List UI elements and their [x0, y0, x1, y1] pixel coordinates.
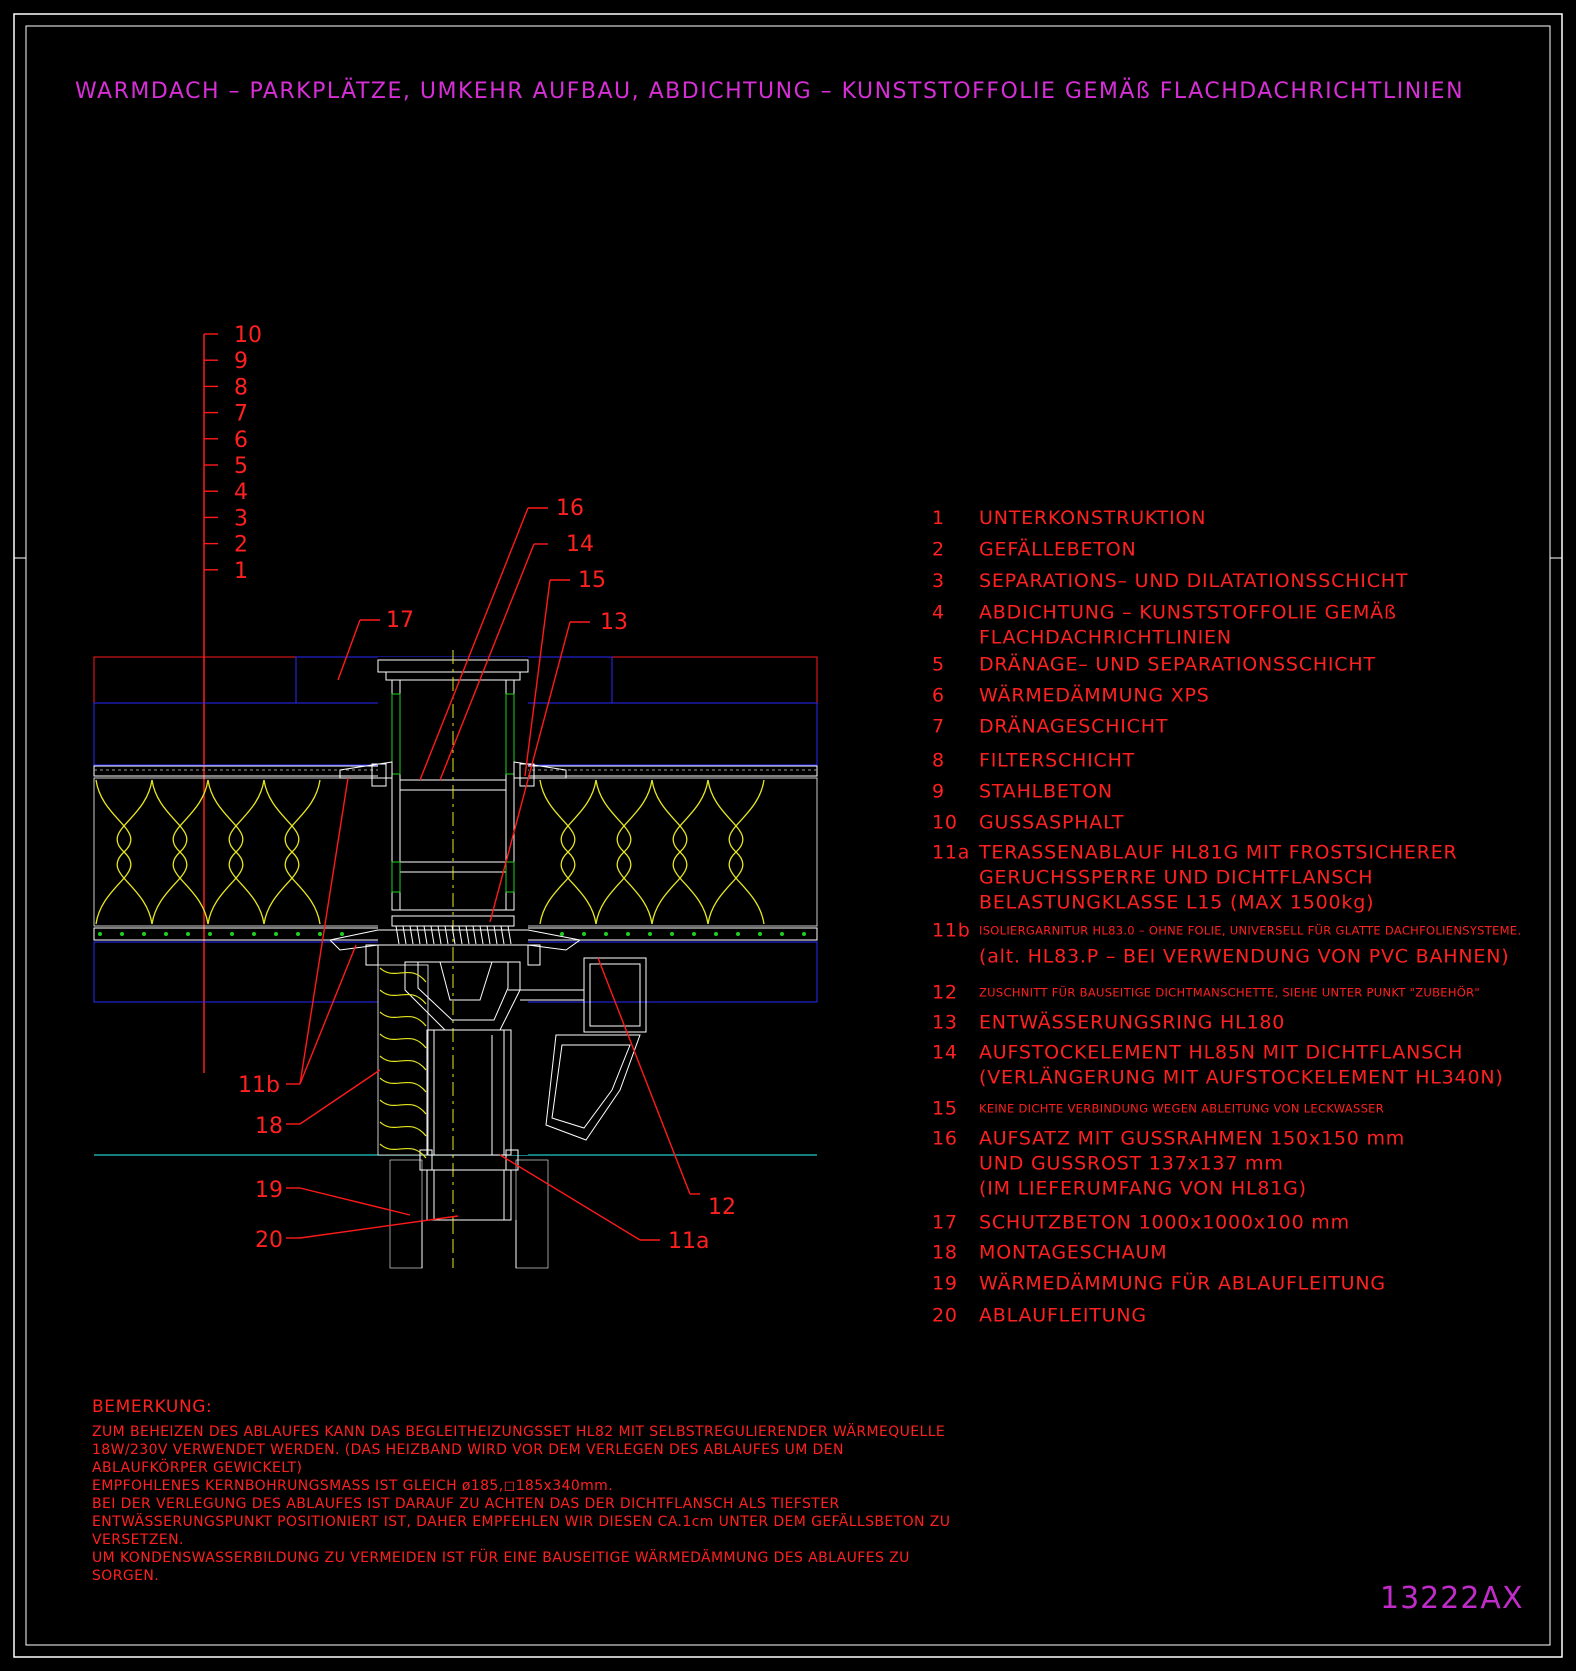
legend-number: 7 [932, 715, 945, 738]
callout-13: 13 [600, 610, 628, 635]
callout-20: 20 [255, 1228, 283, 1253]
protective-concrete-right [612, 657, 817, 703]
legend-text: FILTERSCHICHT [979, 749, 1136, 772]
scale-label: 2 [234, 532, 248, 558]
legend-number: 8 [932, 749, 945, 772]
legend-number: 10 [932, 811, 958, 834]
note-line: ZUM BEHEIZEN DES ABLAUFES KANN DAS BEGLEITHEIZUNGSSET HL82 MIT SELBSTREGULIERENDER WÄRMEQUELLE [92, 1424, 946, 1440]
legend-text: (VERLÄNGERUNG MIT AUFSTOCKELEMENT HL340N) [979, 1066, 1504, 1089]
legend-text: AUFSTOCKELEMENT HL85N MIT DICHTFLANSCH [979, 1041, 1464, 1064]
inner-frame [26, 26, 1550, 1645]
legend-text: DRÄNAGE– UND SEPARATIONSSCHICHT [979, 653, 1376, 676]
legend-number: 1 [932, 507, 945, 529]
scale-label: 5 [234, 454, 248, 479]
legend-text: ABLAUFLEITUNG [979, 1304, 1147, 1327]
notes-heading: BEMERKUNG: [92, 1397, 213, 1417]
callout-11a: 11a [668, 1229, 710, 1254]
legend-text: UNTERKONSTRUKTION [979, 507, 1207, 529]
callout-19: 19 [255, 1178, 283, 1203]
legend-text: WÄRMEDÄMMUNG FÜR ABLAUFLEITUNG [979, 1272, 1386, 1295]
legend-text: DRÄNAGESCHICHT [979, 715, 1169, 738]
callout-11b: 11b [238, 1073, 280, 1098]
legend-text: UND GUSSROST 137x137 mm [979, 1152, 1284, 1175]
notes [92, 1397, 950, 1584]
legend-text: ABDICHTUNG – KUNSTSTOFFOLIE GEMÄß [979, 601, 1397, 624]
legend-number: 17 [932, 1211, 958, 1234]
legend-number: 14 [932, 1041, 958, 1064]
legend-text: (alt. HL83.P – BEI VERWENDUNG VON PVC BAHNEN) [979, 945, 1510, 968]
legend-number: 4 [932, 601, 945, 624]
pipe-insulation-right [516, 1160, 548, 1268]
legend-number: 2 [932, 538, 945, 561]
note-line: UM KONDENSWASSERBILDUNG ZU VERMEIDEN IST FÜR EINE BAUSEITIGE WÄRMEDÄMMUNG DES ABLAUFES ZU [92, 1550, 910, 1566]
drawing-code: 13222AX [1380, 1581, 1524, 1616]
note-line: SORGEN. [92, 1568, 160, 1584]
legend-text: FLACHDACHRICHTLINIEN [979, 626, 1232, 649]
legend-number: 13 [932, 1011, 958, 1034]
scale-label: 1 [234, 558, 248, 584]
note-line: ABLAUFKÖRPER GEWICKELT) [92, 1460, 303, 1476]
legend-number: 5 [932, 653, 945, 676]
legend-text-small: ZUSCHNITT FÜR BAUSEITIGE DICHTMANSCHETTE, SIEHE UNTER PUNKT "ZUBEHÖR" [979, 985, 1481, 1000]
legend-number: 11a [932, 841, 971, 864]
legend-text: SEPARATIONS– UND DILATATIONSSCHICHT [979, 570, 1409, 592]
legend-text-small: KEINE DICHTE VERBINDUNG WEGEN ABLEITUNG VON LECKWASSER [979, 1101, 1385, 1116]
note-line: EMPFOHLENES KERNBOHRUNGSMASS IST GLEICH ø185,◻185x340mm. [92, 1478, 614, 1494]
legend-text: BELASTUNGKLASSE L15 (MAX 1500kg) [979, 891, 1375, 914]
note-line: ENTWÄSSERUNGSPUNKT POSITIONIERT IST, DAHER EMPFEHLEN WIR DIESEN CA.1cm UNTER DEM GEFÄLLSBETON ZU [92, 1514, 951, 1530]
callout-16: 16 [556, 496, 584, 521]
legend-text: GUSSASPHALT [979, 811, 1125, 834]
protective-concrete-left [94, 657, 296, 703]
legend-text: STAHLBETON [979, 780, 1113, 803]
legend-text: TERASSENABLAUF HL81G MIT FROSTSICHERER [979, 841, 1458, 864]
legend-text: GEFÄLLEBETON [979, 538, 1137, 561]
scale-label: 6 [234, 427, 248, 453]
legend-number: 16 [932, 1127, 958, 1150]
legend-number: 19 [932, 1272, 958, 1295]
drawing-title: WARMDACH – PARKPLÄTZE, UMKEHR AUFBAU, ABDICHTUNG – KUNSTSTOFFOLIE GEMÄß FLACHDACHRICHTLINIEN [75, 79, 1465, 104]
legend-number: 3 [932, 570, 945, 592]
callout-12: 12 [708, 1195, 736, 1220]
note-line: VERSETZEN. [92, 1532, 184, 1548]
scale-label: 9 [234, 349, 248, 375]
legend-text: WÄRMEDÄMMUNG XPS [979, 684, 1210, 707]
legend-number: 15 [932, 1097, 958, 1120]
legend-text: SCHUTZBETON 1000x1000x100 mm [979, 1211, 1350, 1234]
callout-17: 17 [386, 608, 414, 633]
legend-number: 20 [932, 1304, 958, 1327]
scale-label: 10 [234, 323, 262, 348]
callout-15: 15 [578, 568, 606, 593]
note-line: BEI DER VERLEGUNG DES ABLAUFES IST DARAUF ZU ACHTEN DAS DER DICHTFLANSCH ALS TIEFSTER [92, 1496, 840, 1512]
legend-number: 6 [932, 684, 945, 707]
legend-text: AUFSATZ MIT GUSSRAHMEN 150x150 mm [979, 1127, 1406, 1150]
legend-number: 12 [932, 981, 958, 1004]
legend-text: GERUCHSSPERRE UND DICHTFLANSCH [979, 866, 1374, 889]
scale-label: 8 [234, 375, 248, 401]
outer-frame [14, 14, 1562, 1657]
legend-number: 9 [932, 780, 945, 803]
layer-scale [204, 323, 262, 1073]
legend-number: 11b [932, 919, 971, 942]
legend-number: 18 [932, 1241, 958, 1264]
callout-14: 14 [566, 532, 594, 557]
legend-text-small: ISOLIERGARNITUR HL83.0 – OHNE FOLIE, UNIVERSELL FÜR GLATTE DACHFOLIENSYSTEME. [979, 923, 1522, 938]
scale-label: 4 [234, 480, 248, 506]
legend-text: ENTWÄSSERUNGSRING HL180 [979, 1011, 1286, 1034]
scale-label: 3 [234, 506, 248, 532]
note-line: 18W/230V VERWENDET WERDEN. (DAS HEIZBAND WIRD VOR DEM VERLEGEN DES ABLAUFES UM DEN [92, 1442, 844, 1458]
legend [932, 507, 1521, 1327]
legend-text: (IM LIEFERUMFANG VON HL81G) [979, 1177, 1307, 1200]
legend-text: MONTAGESCHAUM [979, 1241, 1168, 1264]
callout-18: 18 [255, 1114, 283, 1139]
scale-label: 7 [234, 401, 248, 427]
